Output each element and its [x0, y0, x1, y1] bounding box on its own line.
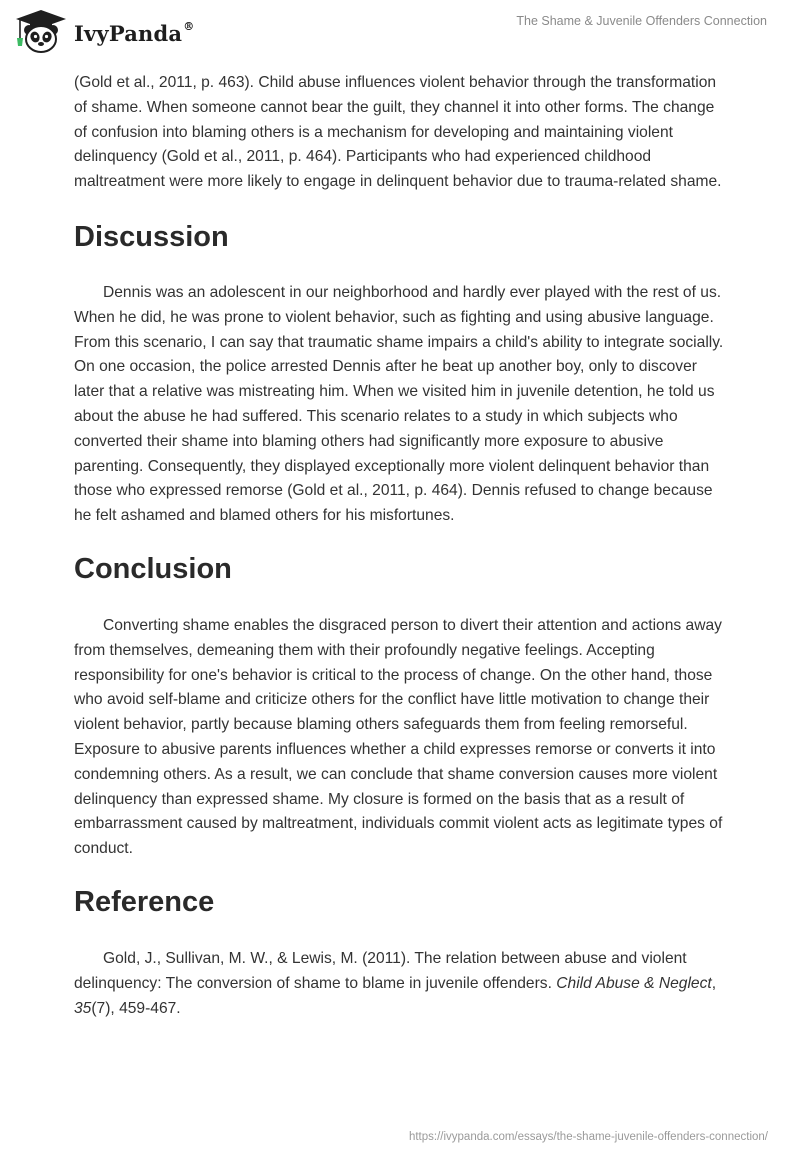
ivypanda-logo[interactable]	[14, 8, 194, 54]
intro-paragraph: (Gold et al., 2011, p. 463). Child abuse influences violent behavior through the transformation of shame. When someone cannot bear the guilt, they channel it into other forms. The change of confusion into blaming others is a mechanism for developing and maintaining violent delinquency (Gold et al., 2011, p. 464). Participants who had experienced childhood maltreatment were more likely to engage in delinquent behavior due to trauma-related shame.	[74, 74, 722, 191]
page-header	[0, 0, 800, 66]
source-url[interactable]: https://ivypanda.com/essays/the-shame-juvenile-offenders-connection/	[408, 1131, 768, 1143]
document-title: The Shame & Juvenile Offenders Connection	[516, 14, 767, 28]
brand-name	[74, 20, 194, 46]
reference-heading: Reference	[74, 885, 215, 918]
registered-mark: ®	[183, 20, 195, 33]
conclusion-heading: Conclusion	[74, 552, 232, 585]
reference-journal: Child Abuse & Neglect	[556, 974, 712, 992]
discussion-paragraph: Dennis was an adolescent in our neighborhood and hardly ever played with the rest of us. When he did, he was prone to violent behavior, such as fighting and using abusive language. From this scenario, I can say that traumatic shame impairs a child's ability to integrate socially. On one occasion, the police arrested Dennis after he beat up another boy, only to discover later that a relative was mistreating him. When we visited him in juvenile detention, he told us about the abuse he had suffered. This scenario relates to a study in which subjects who converted their shame into blaming others had significantly more exposure to abusive parenting. Consequently, they displayed exceptionally more violent delinquent behavior than those who expressed remorse (Gold et al., 2011, p. 464). Dennis refused to change because he felt ashamed and blamed others for his misfortunes.	[74, 283, 724, 525]
brand-text: IvyPanda	[74, 21, 183, 46]
essay-content	[74, 71, 730, 1021]
reference-authors-title: Gold, J., Sullivan, M. W., & Lewis, M. (2011). The relation between abuse and violent delinquency: The conversion of shame to blame in juvenile offenders.	[74, 949, 687, 992]
panda-graduate-icon	[14, 8, 68, 54]
conclusion-paragraph: Converting shame enables the disgraced person to divert their attention and actions away from themselves, demeaning them with their profoundly negative feelings. Accepting responsibility for one's behavior is critical to the process of change. On the other hand, those who avoid self-blame and criticize others for the conflict have little motivation to change their violent behavior, partly because blaming others safeguards them from feeling remorseful. Exposure to abusive parents influences whether a child expresses remorse or converts it into condemning others. As a result, we can conclude that shame conversion causes more violent delinquency than expressed shame. My closure is formed on the basis that as a result of embarrassment caused by maltreatment, individuals commit violent acts as legitimate types of conduct.	[74, 616, 723, 858]
reference-issue-pages: (7), 459-467.	[91, 999, 181, 1017]
discussion-heading: Discussion	[74, 220, 229, 253]
reference-entry	[74, 947, 730, 1021]
reference-separator: ,	[711, 974, 717, 992]
reference-volume: 35	[74, 999, 92, 1017]
